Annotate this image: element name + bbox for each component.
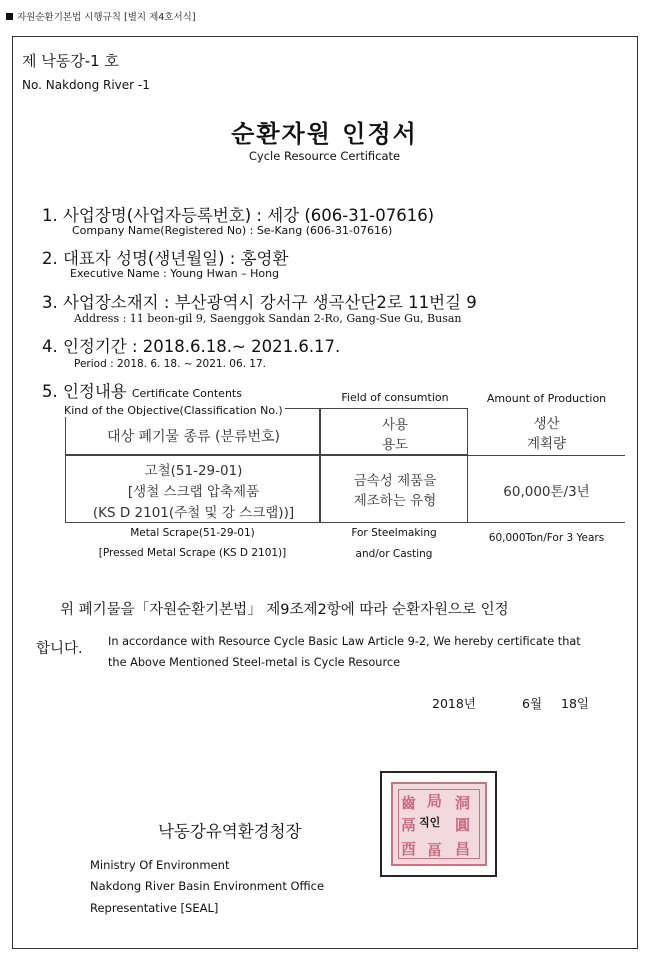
statement-en-line2: the Above Mentioned Steel-metal is Cycle Resource xyxy=(108,656,401,669)
item-contents-ko: 5. 인정내용 xyxy=(42,382,127,401)
item-executive-en: Executive Name : Young Hwan – Hong xyxy=(70,267,280,280)
cell-kind-line2: [생철 스크랩 압축제품 xyxy=(127,484,260,500)
header-field-en: Field of consumtion xyxy=(341,391,449,404)
seal-glyph-icon: 鬲 xyxy=(401,816,417,834)
table-header-amount xyxy=(468,392,625,455)
item-contents xyxy=(42,378,242,402)
item-period: 4. 인정기간 : 2018.6.18.~ 2021.6.17. xyxy=(42,337,341,356)
statement-ko-line1: 위 폐기물을「자원순환기본법」 제9조제2항에 따라 순환자원으로 인정 xyxy=(60,602,509,618)
header-field-ko2: 용도 xyxy=(381,437,409,453)
header-amount-ko2: 계획량 xyxy=(526,436,567,452)
item-executive: 2. 대표자 성명(생년월일) : 홍영환 xyxy=(42,249,289,268)
issuer-en-line3: Representative [SEAL] xyxy=(90,901,219,915)
seal-glyph-icon: 齒 xyxy=(401,794,417,812)
table-en-kind-line2: [Pressed Metal Scrape (KS D 2101)] xyxy=(98,547,287,559)
table-header-field xyxy=(320,391,468,455)
table-cell-amount xyxy=(468,455,625,523)
certificate-number: 제 낙동강-1 호 xyxy=(22,52,119,70)
square-bullet-icon xyxy=(6,13,13,20)
table-en-kind-line1: Metal Scrape(51-29-01) xyxy=(130,527,255,539)
table-cell-field xyxy=(320,455,468,523)
table-en-field-line2: and/or Casting xyxy=(355,548,433,560)
header-kind-en: Kind of the Objective(Classification No.) xyxy=(64,404,283,417)
header-field-ko1: 사용 xyxy=(381,417,409,433)
seal-glyph-icon: 局 xyxy=(427,792,443,810)
cell-field-line1: 금속성 제품을 xyxy=(353,473,437,489)
item-address: 3. 사업장소재지 : 부산광역시 강서구 생곡산단2로 11번길 9 xyxy=(42,293,477,312)
header-amount-ko1: 생산 xyxy=(533,416,560,432)
cell-kind-line1: 고철(51-29-01) xyxy=(144,463,243,479)
form-note xyxy=(6,9,196,23)
header-amount-en: Amount of Production xyxy=(486,392,607,405)
table-header-kind xyxy=(64,404,320,455)
cell-kind-line3: (KS D 2101(주철 및 강 스크랩))] xyxy=(92,505,295,521)
issuer-en-line1: Ministry Of Environment xyxy=(90,858,230,872)
table-cell-kind xyxy=(65,455,320,523)
header-kind-ko: 대상 폐기물 종류 (분류번호) xyxy=(106,429,281,445)
statement-en-line1: In accordance with Resource Cycle Basic Law Article 9-2, We hereby certificate that xyxy=(108,635,581,648)
table-en-amount: 60,000Ton/For 3 Years xyxy=(488,532,605,544)
item-address-en: Address : 11 beon-gil 9, Saenggok Sandan 2-Ro, Gang-Sue Gu, Busan xyxy=(74,312,462,325)
certificate-number-en: No. Nakdong River -1 xyxy=(22,78,150,92)
item-period-en: Period : 2018. 6. 18. ~ 2021. 06. 17. xyxy=(74,358,267,370)
form-note-text: 자원순환기본법 시행규칙 [별지 제4호서식] xyxy=(17,12,196,23)
table-en-field-line1: For Steelmaking xyxy=(351,527,437,539)
seal-glyph-icon: 昌 xyxy=(455,840,471,858)
seal-glyph-icon: 圓 xyxy=(455,816,471,834)
issuer-en-line2: Nakdong River Basin Environment Office xyxy=(90,879,325,893)
seal-glyph-icon: 酉 xyxy=(401,840,417,858)
seal-glyph-icon: 畐 xyxy=(427,841,443,859)
cell-amount: 60,000톤/3년 xyxy=(503,484,590,500)
seal-glyph-icon: 洞 xyxy=(455,794,471,812)
issuer-name-ko: 낙동강유역환경청장 xyxy=(158,822,302,841)
seal-mark-text: 직인 xyxy=(419,816,441,829)
document-subtitle: Cycle Resource Certificate xyxy=(248,149,401,163)
item-company: 1. 사업장명(사업자등록번호) : 세강 (606-31-07616) xyxy=(42,206,435,225)
document-title: 순환자원 인정서 xyxy=(231,120,418,148)
item-company-en: Company Name(Registered No) : Se-Kang (606-31-07616) xyxy=(72,224,393,237)
item-contents-en: Certificate Contents xyxy=(131,387,242,400)
issue-date-year: 2018년 xyxy=(432,696,476,711)
issue-date-month: 6월 xyxy=(522,696,543,711)
issue-date-day: 18일 xyxy=(561,696,589,711)
official-seal-icon xyxy=(391,782,487,866)
statement-ko-line2: 합니다. xyxy=(36,641,83,657)
cell-field-line2: 제조하는 유형 xyxy=(353,493,437,509)
